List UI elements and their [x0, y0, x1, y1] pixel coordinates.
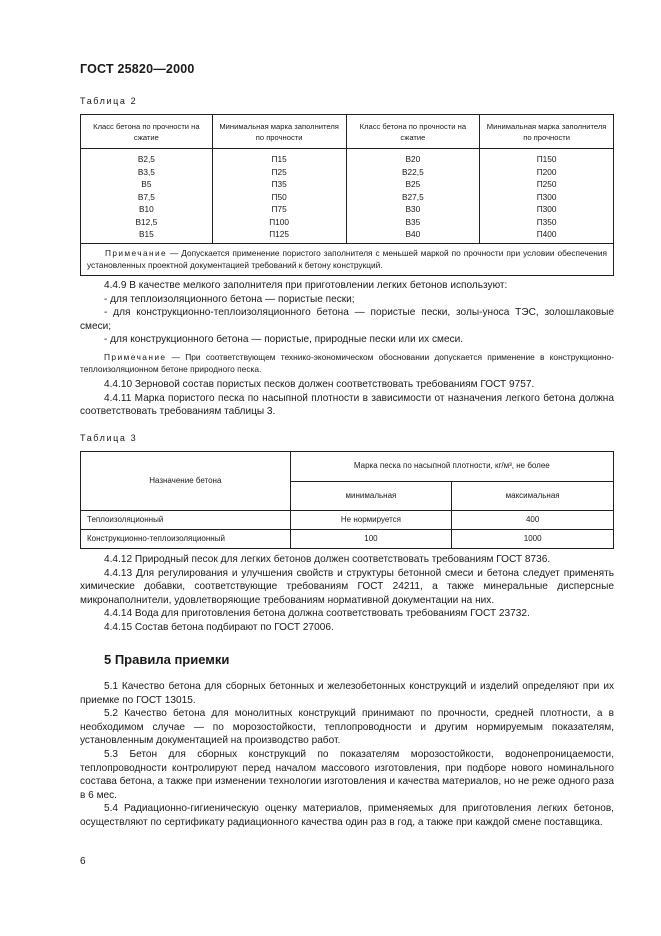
table3 — [80, 451, 614, 549]
note-label: Примечание — [105, 247, 168, 258]
list-item: - для теплоизоляционного бетона — пористые пески; — [104, 293, 355, 305]
note-paragraph — [80, 351, 614, 375]
clause-4-4-12-15 — [80, 553, 614, 635]
paragraph: 4.4.13 Для регулирования и улучшения свойств и структуры бетонной смеси и бетона следует применять химические добавки, соответствующие требованиям ГОСТ 24211, а также минеральные дисперсные микронаполнители, удовлетворяющие требованиям нормативной документации на них. — [80, 567, 614, 606]
table-cell: П300 — [480, 191, 614, 204]
table-cell: 400 — [452, 511, 614, 530]
paragraph: 4.4.15 Состав бетона подбирают по ГОСТ 27006. — [104, 621, 334, 633]
table-cell: B3,5 — [81, 166, 213, 179]
note-text: — При соответствующем технико-экономическом обосновании допускается применение в конструкционно-теплоизоляционном бетоне природного песка. — [80, 352, 614, 374]
table-cell: B7,5 — [81, 191, 213, 204]
paragraph: 5.3 Бетон для сборных конструкций по показателям морозостойкости, водонепроницаемости, теплопроводности контролируют перед началом массового изготовления, при подборе нового номинального состава бетона, а также при изменении технологии изготовления и качества материалов, но не реже одного раза в 6 мес. — [80, 748, 615, 801]
table-cell: П50 — [212, 191, 346, 204]
table-cell: B10 — [81, 203, 213, 216]
table3-subheader-max: максимальная — [452, 481, 614, 511]
table3-subheader-min: минимальная — [290, 481, 452, 511]
table-cell: 1000 — [452, 530, 614, 549]
clause-4-4-10-11 — [80, 378, 614, 419]
table-cell: B22,5 — [346, 166, 480, 179]
table2-header-cell: Класс бетона по прочности на сжатие — [346, 115, 480, 149]
table-cell: П75 — [212, 203, 346, 216]
clause-4-4-9 — [80, 279, 614, 347]
table-cell: П150 — [480, 149, 614, 166]
list-item: - для конструкционного бетона — пористые, природные пески или их смеси. — [104, 334, 464, 346]
table-cell: П300 — [480, 203, 614, 216]
table-cell: B35 — [346, 216, 480, 229]
page-number: 6 — [80, 856, 86, 867]
paragraph: 4.4.11 Марка пористого песка по насыпной плотности в зависимости от назначения легкого бетона должна соответствовать требованиям таблицы 3. — [80, 392, 614, 418]
table-cell: Конструкционно-теплоизоляционный — [81, 530, 291, 549]
table-row — [81, 216, 614, 229]
table-cell: B12,5 — [81, 216, 213, 229]
table2-note-row — [81, 243, 614, 275]
paragraph: 5.2 Качество бетона для монолитных конструкций принимают по прочности, средней плотности, а в необходимом случае — по морозостойкости, теплопроводности и другим нормируемым показателям, установленным документацией на производство работ. — [80, 708, 614, 747]
table-cell: Не нормируется — [290, 511, 452, 530]
paragraph: 4.4.14 Вода для приготовления бетона должна соответствовать требованиям ГОСТ 23732. — [104, 608, 530, 620]
table2-header-cell: Минимальная марка заполнителя по прочности — [212, 115, 346, 149]
section-heading: 5 Правила приемки — [104, 652, 230, 667]
table-cell: B2,5 — [81, 149, 213, 166]
table-cell: П25 — [212, 166, 346, 179]
table-cell: П100 — [212, 216, 346, 229]
table-row — [81, 228, 614, 243]
table-cell: B15 — [81, 228, 213, 243]
table-cell: Теплоизоляционный — [81, 511, 291, 530]
paragraph: 4.4.12 Природный песок для легких бетонов должен соответствовать требованиям ГОСТ 8736. — [104, 554, 551, 565]
table-cell: П125 — [212, 228, 346, 243]
table-cell: 100 — [290, 530, 452, 549]
table-cell: П200 — [480, 166, 614, 179]
table3-header-cell: Назначение бетона — [81, 452, 291, 511]
section-5-body — [80, 680, 614, 830]
table-row — [81, 178, 614, 191]
table-cell: П250 — [480, 178, 614, 191]
table3-caption: Таблица 3 — [80, 433, 138, 443]
paragraph: 4.4.10 Зерновой состав пористых песков должен соответствовать требованиям ГОСТ 9757. — [104, 379, 535, 390]
table-row — [81, 530, 614, 549]
list-item: - для конструкционно-теплоизоляционного бетона — пористые пески, золы-уноса ТЭС, золошлаковые смеси; — [80, 307, 614, 332]
table-cell: П400 — [480, 228, 614, 243]
table-cell: B5 — [81, 178, 213, 191]
table-row — [81, 511, 614, 530]
paragraph: 4.4.9 В качестве мелкого заполнителя при приготовлении легких бетонов используют: — [104, 280, 508, 291]
table3-header-row — [81, 452, 614, 482]
paragraph: 5.1 Качество бетона для сборных бетонных и железобетонных конструкций и изделий определяют при их приемке по ГОСТ 13015. — [80, 681, 614, 706]
table-cell: B40 — [346, 228, 480, 243]
table-row — [81, 149, 614, 166]
table-row — [81, 166, 614, 179]
table2-header-cell: Минимальная марка заполнителя по прочности — [480, 115, 614, 149]
note-text: — Допускается применение пористого заполнителя с меньшей маркой по прочности при условии обеспечения установленных проектной документацией требований к бетону конструкций. — [87, 247, 607, 270]
table-row — [81, 203, 614, 216]
table-cell: П35 — [212, 178, 346, 191]
note-2 — [80, 351, 614, 375]
table-row — [81, 191, 614, 204]
table-cell: П350 — [480, 216, 614, 229]
table-cell: B20 — [346, 149, 480, 166]
document-header: ГОСТ 25820—2000 — [80, 62, 195, 76]
table2-caption: Таблица 2 — [80, 96, 138, 106]
table2-note — [81, 243, 614, 275]
table-cell: B27,5 — [346, 191, 480, 204]
table2-header-row — [81, 115, 614, 149]
table-cell: П15 — [212, 149, 346, 166]
table2 — [80, 114, 614, 276]
paragraph: 5.4 Радиационно-гигиеническую оценку материалов, применяемых для приготовления легких бетонов, осуществляют по сертификату радиационного качества один раз в год, а также при каждой смене поставщика. — [80, 803, 614, 828]
note-label: Примечание — [104, 352, 167, 362]
table3-group-header: Марка песка по насыпной плотности, кг/м³, не более — [290, 452, 613, 482]
table-cell: B25 — [346, 178, 480, 191]
table-cell: B30 — [346, 203, 480, 216]
table2-header-cell: Класс бетона по прочности на сжатие — [81, 115, 213, 149]
